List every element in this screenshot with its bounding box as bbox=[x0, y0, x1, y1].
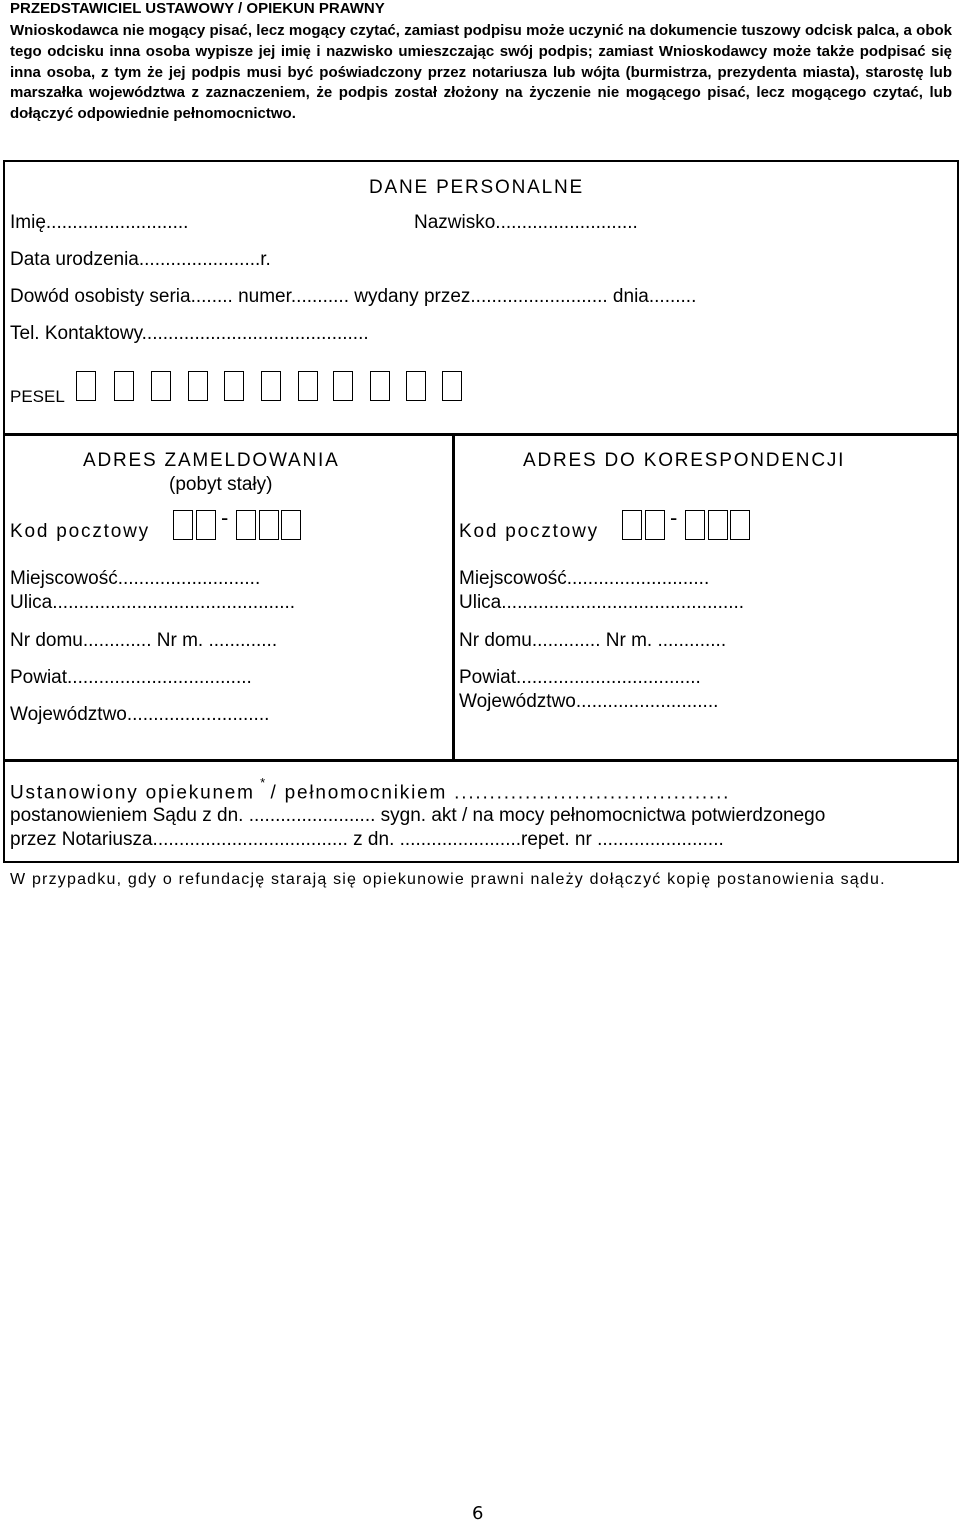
court-decision-field[interactable]: postanowieniem Sądu z dn. ........................ sygn. akt / na mocy pełnomocnictwa potwierdzonego bbox=[10, 805, 826, 826]
street-field[interactable]: Ulica.............................................. bbox=[10, 592, 296, 613]
pesel-digit-box[interactable] bbox=[76, 371, 96, 401]
street-field[interactable]: Ulica.............................................. bbox=[459, 592, 745, 613]
postal-code-label: Kod pocztowy bbox=[10, 521, 150, 542]
pesel-digit-box[interactable] bbox=[261, 371, 281, 401]
voivodeship-field[interactable]: Województwo........................... bbox=[10, 704, 270, 725]
page-number: 6 bbox=[472, 1503, 484, 1524]
guardian-label: Ustanowiony opiekunem bbox=[10, 782, 255, 804]
pesel-digit-box[interactable] bbox=[298, 371, 318, 401]
pesel-digit-box[interactable] bbox=[442, 371, 462, 401]
postal-code-dash: - bbox=[670, 505, 678, 530]
house-number-field[interactable]: Nr domu............. Nr m. ............. bbox=[459, 630, 727, 651]
first-name-field[interactable]: Imię........................... bbox=[10, 212, 189, 233]
pesel-digit-box[interactable] bbox=[370, 371, 390, 401]
attorney-field[interactable]: / pełnomocnikiem ....................................... bbox=[270, 782, 731, 804]
pesel-digit-box[interactable] bbox=[406, 371, 426, 401]
pesel-label: PESEL bbox=[10, 387, 65, 406]
phone-field[interactable]: Tel. Kontaktowy........................................... bbox=[10, 323, 369, 344]
birth-date-field[interactable]: Data urodzenia.......................r. bbox=[10, 249, 271, 270]
registered-address-heading: ADRES ZAMELDOWANIA bbox=[83, 450, 340, 471]
voivodeship-field[interactable]: Województwo........................... bbox=[459, 691, 719, 712]
postal-code-label: Kod pocztowy bbox=[459, 521, 599, 542]
notary-field[interactable]: przez Notariusza..................................... z dn. .......................repet. nr ........................ bbox=[10, 829, 724, 850]
postal-code-digit-box[interactable] bbox=[685, 510, 705, 540]
guardian-note: W przypadku, gdy o refundację starają się opiekunowie prawni należy dołączyć kopię postanowienia sądu. bbox=[10, 871, 886, 888]
county-field[interactable]: Powiat................................... bbox=[459, 667, 701, 688]
last-name-field[interactable]: Nazwisko........................... bbox=[414, 212, 638, 233]
postal-code-digit-box[interactable] bbox=[622, 510, 642, 540]
postal-code-digit-box[interactable] bbox=[173, 510, 193, 540]
county-field[interactable]: Powiat................................... bbox=[10, 667, 252, 688]
postal-code-digit-box[interactable] bbox=[645, 510, 665, 540]
postal-code-digit-box[interactable] bbox=[281, 510, 301, 540]
postal-code-digit-box[interactable] bbox=[708, 510, 728, 540]
postal-code-dash: - bbox=[221, 505, 229, 530]
city-field[interactable]: Miejscowość........................... bbox=[10, 568, 261, 589]
section-title: PRZEDSTAWICIEL USTAWOWY / OPIEKUN PRAWNY bbox=[10, 0, 385, 17]
guardian-line-1 bbox=[10, 775, 731, 804]
id-card-field[interactable]: Dowód osobisty seria........ numer........... wydany przez.......................... dnia......... bbox=[10, 286, 697, 307]
postal-code-digit-box[interactable] bbox=[236, 510, 256, 540]
pesel-digit-box[interactable] bbox=[333, 371, 353, 401]
registered-address-subheading: (pobyt stały) bbox=[169, 474, 273, 495]
footnote-marker: * bbox=[260, 775, 266, 790]
city-field[interactable]: Miejscowość........................... bbox=[459, 568, 710, 589]
house-number-field[interactable]: Nr domu............. Nr m. ............. bbox=[10, 630, 278, 651]
intro-paragraph: Wnioskodawca nie mogący pisać, lecz mogący czytać, zamiast podpisu może uczynić na dokumencie tuszowy odcisk palca, a obok tego odcisku inna osoba wypisze jej imię i nazwisko umieszczając swój podpis; zamiast Wnioskodawcy może także podpisać się inna osoba, z tym że jej podpis musi być poświadczony przez notariusza lub wójta (burmistrza, prezydenta miasta), starostę lub marszałka województwa z zaznaczeniem, że podpis został złożony na życzenie nie mogącego pisać, lecz mogącego czytać, lub dołączyć odpowiednie pełnomocnictwo. bbox=[10, 22, 952, 123]
postal-code-digit-box[interactable] bbox=[730, 510, 750, 540]
pesel-digit-box[interactable] bbox=[114, 371, 134, 401]
pesel-digit-box[interactable] bbox=[188, 371, 208, 401]
postal-code-digit-box[interactable] bbox=[259, 510, 279, 540]
postal-code-digit-box[interactable] bbox=[196, 510, 216, 540]
pesel-digit-box[interactable] bbox=[151, 371, 171, 401]
correspondence-address-heading: ADRES DO KORESPONDENCJI bbox=[523, 450, 846, 471]
pesel-digit-box[interactable] bbox=[224, 371, 244, 401]
personal-data-heading: DANE PERSONALNE bbox=[369, 177, 584, 198]
